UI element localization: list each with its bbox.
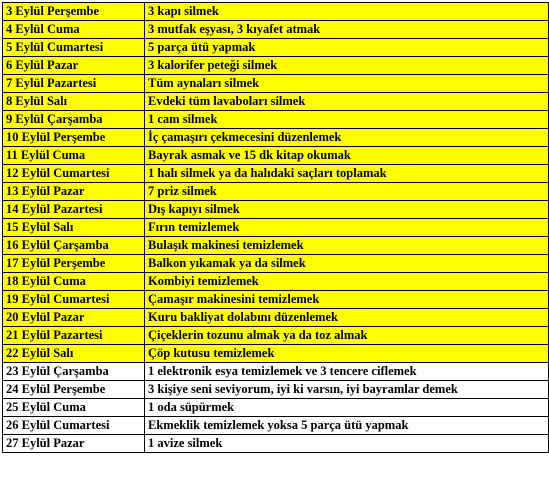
task-cell: 7 priz silmek	[145, 183, 549, 201]
table-row	[3, 219, 549, 237]
date-cell: 10 Eylül Perşembe	[3, 129, 145, 147]
task-cell: Kuru bakliyat dolabını düzenlemek	[145, 309, 549, 327]
date-cell: 5 Eylül Cumartesi	[3, 39, 145, 57]
date-cell: 7 Eylül Pazartesi	[3, 75, 145, 93]
date-cell: 23 Eylül Çarşamba	[3, 363, 145, 381]
date-cell: 13 Eylül Pazar	[3, 183, 145, 201]
task-cell: İç çamaşırı çekmecesini düzenlemek	[145, 129, 549, 147]
date-cell: 22 Eylül Salı	[3, 345, 145, 363]
table-row	[3, 417, 549, 435]
task-cell: 1 avize silmek	[145, 435, 549, 453]
task-cell: Balkon yıkamak ya da silmek	[145, 255, 549, 273]
task-cell: 1 elektronik esya temizlemek ve 3 tencere ciflemek	[145, 363, 549, 381]
task-cell: 1 cam silmek	[145, 111, 549, 129]
task-cell: Çiçeklerin tozunu almak ya da toz almak	[145, 327, 549, 345]
date-cell: 24 Eylül Perşembe	[3, 381, 145, 399]
date-cell: 18 Eylül Cuma	[3, 273, 145, 291]
table-row	[3, 21, 549, 39]
date-cell: 3 Eylül Perşembe	[3, 3, 145, 21]
task-cell: Bulaşık makinesi temizlemek	[145, 237, 549, 255]
date-cell: 4 Eylül Cuma	[3, 21, 145, 39]
task-cell: 3 mutfak eşyası, 3 kıyafet atmak	[145, 21, 549, 39]
task-cell: 3 kalorifer peteği silmek	[145, 57, 549, 75]
table-row	[3, 345, 549, 363]
task-cell: 1 oda süpürmek	[145, 399, 549, 417]
schedule-table-body	[3, 3, 549, 453]
table-row	[3, 435, 549, 453]
task-cell: 3 kapı silmek	[145, 3, 549, 21]
date-cell: 19 Eylül Cumartesi	[3, 291, 145, 309]
task-cell: Bayrak asmak ve 15 dk kitap okumak	[145, 147, 549, 165]
table-row	[3, 363, 549, 381]
table-row	[3, 39, 549, 57]
table-row	[3, 3, 549, 21]
task-cell: Dış kapıyı silmek	[145, 201, 549, 219]
table-row	[3, 111, 549, 129]
date-cell: 15 Eylül Salı	[3, 219, 145, 237]
cleaning-schedule-table	[2, 2, 549, 453]
table-row	[3, 327, 549, 345]
table-row	[3, 381, 549, 399]
table-row	[3, 201, 549, 219]
task-cell: Fırın temizlemek	[145, 219, 549, 237]
table-row	[3, 291, 549, 309]
table-row	[3, 75, 549, 93]
table-row	[3, 57, 549, 75]
table-row	[3, 129, 549, 147]
table-row	[3, 183, 549, 201]
date-cell: 16 Eylül Çarşamba	[3, 237, 145, 255]
date-cell: 21 Eylül Pazartesi	[3, 327, 145, 345]
date-cell: 17 Eylül Perşembe	[3, 255, 145, 273]
task-cell: 3 kişiye seni seviyorum, iyi ki varsın, iyi bayramlar demek	[145, 381, 549, 399]
date-cell: 20 Eylül Pazar	[3, 309, 145, 327]
table-row	[3, 309, 549, 327]
date-cell: 14 Eylül Pazartesi	[3, 201, 145, 219]
task-cell: Çamaşır makinesini temizlemek	[145, 291, 549, 309]
table-row	[3, 93, 549, 111]
date-cell: 9 Eylül Çarşamba	[3, 111, 145, 129]
date-cell: 6 Eylül Pazar	[3, 57, 145, 75]
date-cell: 27 Eylül Pazar	[3, 435, 145, 453]
date-cell: 26 Eylül Cumartesi	[3, 417, 145, 435]
task-cell: Tüm aynaları silmek	[145, 75, 549, 93]
task-cell: Evdeki tüm lavaboları silmek	[145, 93, 549, 111]
table-row	[3, 399, 549, 417]
task-cell: 1 halı silmek ya da halıdaki saçları toplamak	[145, 165, 549, 183]
table-row	[3, 237, 549, 255]
task-cell: 5 parça ütü yapmak	[145, 39, 549, 57]
date-cell: 25 Eylül Cuma	[3, 399, 145, 417]
task-cell: Ekmeklik temizlemek yoksa 5 parça ütü yapmak	[145, 417, 549, 435]
date-cell: 11 Eylül Cuma	[3, 147, 145, 165]
table-row	[3, 147, 549, 165]
date-cell: 8 Eylül Salı	[3, 93, 145, 111]
table-row	[3, 273, 549, 291]
date-cell: 12 Eylül Cumartesi	[3, 165, 145, 183]
table-row	[3, 165, 549, 183]
table-row	[3, 255, 549, 273]
task-cell: Kombiyi temizlemek	[145, 273, 549, 291]
task-cell: Çöp kutusu temizlemek	[145, 345, 549, 363]
